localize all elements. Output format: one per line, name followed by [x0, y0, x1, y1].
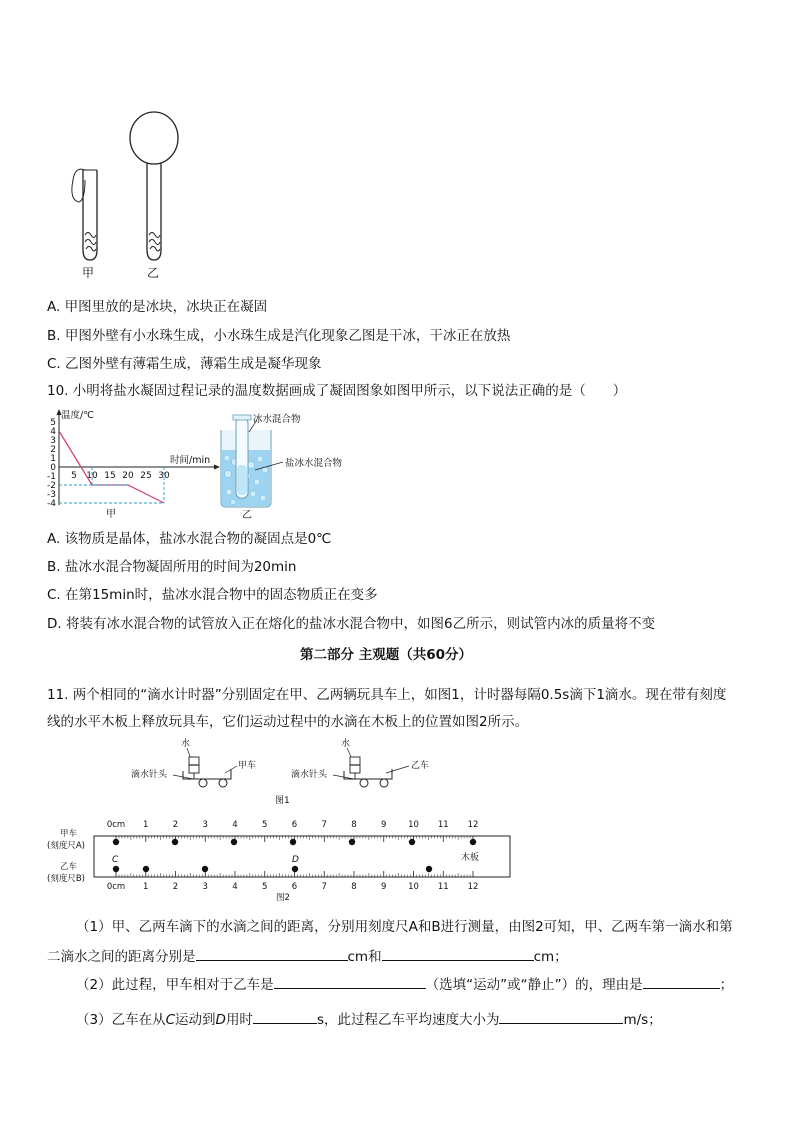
x-tick: 15 — [104, 471, 116, 481]
q10-stem: 10. 小明将盐水凝固过程记录的温度数据画成了凝固图象如图甲所示，以下说法正确的是（ ） — [47, 383, 627, 399]
y-tick: 2 — [50, 445, 56, 455]
y-tick: 3 — [50, 436, 56, 446]
q11-sub1-unit1: cm和 — [347, 949, 382, 965]
ruler-b-tick-label: 10 — [408, 882, 419, 892]
ruler-b-tick-label: 4 — [232, 882, 238, 892]
ruler-b-tick-label: 3 — [202, 882, 208, 892]
graph-xlabel: 时间/min — [170, 455, 211, 466]
ruler-a-tick-label: 5 — [262, 820, 268, 830]
beaker-figure — [215, 410, 375, 520]
x-tick: 30 — [158, 471, 170, 481]
ruler-b-sub: (刻度尺B) — [47, 874, 85, 884]
q10-option-b: B. 盐冰水混合物凝固所用的时间为20min — [47, 559, 297, 575]
answer-blank-1b[interactable] — [382, 946, 534, 961]
drop-b — [202, 866, 208, 872]
q11-sub3-time: 用时 — [225, 1012, 253, 1028]
figure-1-cars — [125, 735, 445, 810]
drop-a — [349, 839, 355, 845]
answer-blank-2b[interactable] — [643, 974, 720, 989]
beaker-label-top: 冰水混合物 — [253, 414, 301, 425]
q11-sub1-line2 — [47, 946, 568, 966]
q11-sub2 — [76, 974, 733, 994]
q10-option-c: C. 在第15min时，盐冰水混合物中的固态物质正在变多 — [47, 587, 378, 603]
drop-a — [470, 839, 476, 845]
q11-sub1-line1: （1）甲、乙两车滴下的水滴之间的距离，分别用刻度尺A和B进行测量，由图2可知，甲、乙两车第一滴水和第 — [76, 919, 733, 935]
q11-sub2-choice: （选填“运动”或“静止”）的，理由是 — [425, 977, 643, 993]
test-tube-figure — [55, 110, 195, 285]
fig1-needle-right: 滴水针头 — [291, 770, 328, 780]
q11-stem-line1: 11. 两个相同的“滴水计时器”分别固定在甲、乙两辆玩具车上，如图1，计时器每隔0.5s滴下1滴水。现在带有刻度 — [47, 687, 727, 703]
label-jia: 甲 — [82, 266, 95, 280]
fig2-caption: 图2 — [276, 893, 290, 903]
ruler-a-name: 甲车 — [60, 829, 78, 839]
ruler-a-tick-label: 9 — [381, 820, 387, 830]
graph-caption: 甲 — [106, 509, 116, 520]
figure-2-board — [42, 812, 522, 904]
ruler-b-tick-label: 6 — [291, 882, 298, 892]
fig1-car-right: 乙车 — [411, 761, 430, 771]
q11-sub3-unit: m/s； — [623, 1012, 662, 1028]
ruler-a-tick-label: 12 — [467, 820, 479, 830]
temperature-graph — [44, 405, 224, 520]
q11-sub3 — [76, 1009, 662, 1029]
q9-option-b: B. 甲图外壁有小水珠生成，小水珠生成是汽化现象乙图是干冰，干冰正在放热 — [47, 328, 511, 344]
drop-b — [143, 866, 149, 872]
fig1-water-right: 水 — [341, 739, 351, 749]
fig1-needle-left: 滴水针头 — [131, 770, 168, 780]
y-tick: -1 — [47, 472, 56, 482]
ruler-b-tick-label: 8 — [351, 882, 357, 892]
ruler-a-tick-label: 1 — [143, 820, 149, 830]
y-tick: 1 — [50, 454, 56, 464]
q11-sub3-c: C — [165, 1012, 176, 1028]
x-tick: 20 — [122, 471, 134, 481]
answer-blank-3a[interactable] — [253, 1009, 317, 1024]
ruler-a-tick-label: 4 — [232, 820, 238, 830]
q11-sub3-text: （3）乙车在从 — [76, 1012, 166, 1028]
fig1-car-left: 甲车 — [238, 761, 257, 771]
q10-option-d: D. 将装有冰水混合物的试管放入正在熔化的盐冰水混合物中，如图6乙所示，则试管内冰的质量将不变 — [47, 616, 656, 632]
q11-stem-line2: 线的水平木板上释放玩具车，它们运动过程中的水滴在木板上的位置如图2所示。 — [47, 714, 529, 730]
fig1-caption: 图1 — [275, 796, 290, 806]
y-tick: -2 — [47, 481, 56, 491]
x-tick: 25 — [140, 471, 152, 481]
wooden-board — [94, 836, 510, 877]
ruler-b-tick-label: 5 — [262, 882, 268, 892]
drop-a — [231, 839, 237, 845]
ruler-b-tick-label: 0cm — [106, 882, 126, 892]
drop-a — [113, 839, 119, 845]
ruler-b-tick-label: 9 — [381, 882, 387, 892]
y-tick: 5 — [50, 418, 56, 428]
ruler-a-tick-label: 7 — [321, 820, 327, 830]
graph-ylabel: 温度/℃ — [61, 410, 94, 421]
section2-score: （共60分） — [399, 647, 472, 663]
q11-sub1-text: 二滴水之间的距离分别是 — [47, 949, 196, 965]
x-tick: 10 — [86, 471, 98, 481]
q11-sub2-end: ； — [719, 977, 734, 993]
y-tick: -4 — [47, 499, 56, 509]
drop-a — [172, 839, 178, 845]
label-c: C — [112, 855, 119, 865]
q11-sub3-d: D — [215, 1012, 226, 1028]
ruler-a-tick-label: 2 — [172, 820, 179, 830]
ruler-b-name: 乙车 — [60, 862, 78, 872]
section2-heading — [300, 646, 472, 664]
board-label: 木板 — [461, 853, 480, 863]
q10-option-a: A. 该物质是晶体，盐冰水混合物的凝固点是0℃ — [47, 531, 332, 547]
ruler-a-tick-label: 11 — [437, 820, 449, 830]
beaker-label-side: 盐冰水混合物 — [285, 458, 343, 469]
label-d: D — [292, 855, 299, 865]
ruler-b-tick-label: 1 — [143, 882, 149, 892]
ruler-a-tick-label: 0cm — [106, 820, 126, 830]
q11-sub1-unit2: cm； — [533, 949, 568, 965]
answer-blank-2a[interactable] — [274, 974, 426, 989]
y-tick: 4 — [50, 427, 56, 437]
drop-a — [409, 839, 415, 845]
ruler-a-tick-label: 6 — [291, 820, 298, 830]
q11-sub3-mid: 运动到 — [175, 1012, 216, 1028]
ruler-b-tick-label: 2 — [172, 882, 179, 892]
answer-blank-3b[interactable] — [499, 1009, 623, 1024]
q11-sub2-text: （2）此过程，甲车相对于乙车是 — [76, 977, 274, 993]
y-tick: -3 — [47, 490, 56, 500]
ruler-a-sub: (刻度尺A) — [47, 841, 85, 851]
drop-a — [290, 839, 296, 845]
drop-b — [292, 866, 298, 872]
ruler-a-tick-label: 8 — [351, 820, 357, 830]
ruler-b-tick-label: 12 — [467, 882, 479, 892]
q9-option-c: C. 乙图外壁有薄霜生成，薄霜生成是凝华现象 — [47, 356, 322, 372]
y-tick: 0 — [50, 463, 56, 473]
ruler-a-tick-label: 10 — [408, 820, 419, 830]
ruler-b-tick-label: 11 — [437, 882, 449, 892]
section2-title: 第二部分 主观题 — [300, 647, 400, 663]
drop-b — [426, 866, 432, 872]
label-yi: 乙 — [147, 266, 160, 280]
fig1-water-left: 水 — [181, 739, 191, 749]
q9-option-a: A. 甲图里放的是冰块，冰块正在凝固 — [47, 299, 268, 315]
q11-sub3-speed: s，此过程乙车平均速度大小为 — [316, 1012, 500, 1028]
ruler-b-tick-label: 7 — [321, 882, 327, 892]
x-tick: 5 — [71, 471, 77, 481]
answer-blank-1a[interactable] — [196, 946, 348, 961]
drop-b — [113, 866, 119, 872]
ruler-a-tick-label: 3 — [202, 820, 208, 830]
beaker-caption: 乙 — [242, 510, 252, 520]
